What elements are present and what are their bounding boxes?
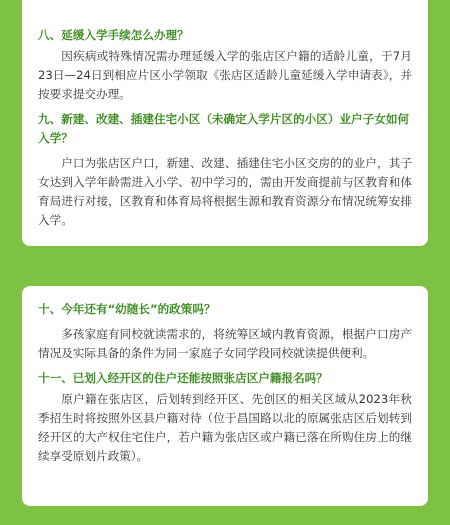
answer-10-text: 多孩家庭有同校就读需求的，将统筹区域内教育资源，根据户口房产情况及实际具备的条件为同一家庭子女同学段同校就读提供便利。 [38,327,412,360]
question-11-heading: 十一、已划入经开区的住户还能按照张店区户籍报名吗？ [38,371,328,385]
question-9-heading: 九、新建、改建、插建住宅小区（未确定入学片区的小区）业户子女如何入学？ [38,112,410,145]
question-8-heading: 八、延缓入学手续怎么办理？ [38,28,189,42]
faq-card-lower [22,286,428,506]
answer-9-text: 户口为张店区户口，新建、改建、插建住宅小区交房的的业户，其子女达到入学年龄需进入小学、初中学习的，需由开发商提前与区教育和体育局进行对接，区教育和体育局将根据生源和教育资源分布情况统筹安排入学。 [38,156,412,227]
answer-11-text: 原户籍在张店区，后划转到经开区、先创区的相关区域从2023年秋季招生时将按照外区县户籍对待（位于昌国路以北的原属张店区后划转到经开区的大产权住宅住户，若户籍为张店区或户籍已落在所购住房上的继续享受原划片政策）。 [38,392,412,463]
question-10-heading: 十、今年还有“幼随长”的政策吗？ [38,302,216,316]
faq-card-upper [22,0,428,246]
answer-8-text: 因疾病或特殊情况需办理延缓入学的张店区户籍的适龄儿童，于7月23日—24日到相应片区小学领取《张店区适龄儿童延缓入学申请表》，并按要求提交办理。 [38,49,412,101]
